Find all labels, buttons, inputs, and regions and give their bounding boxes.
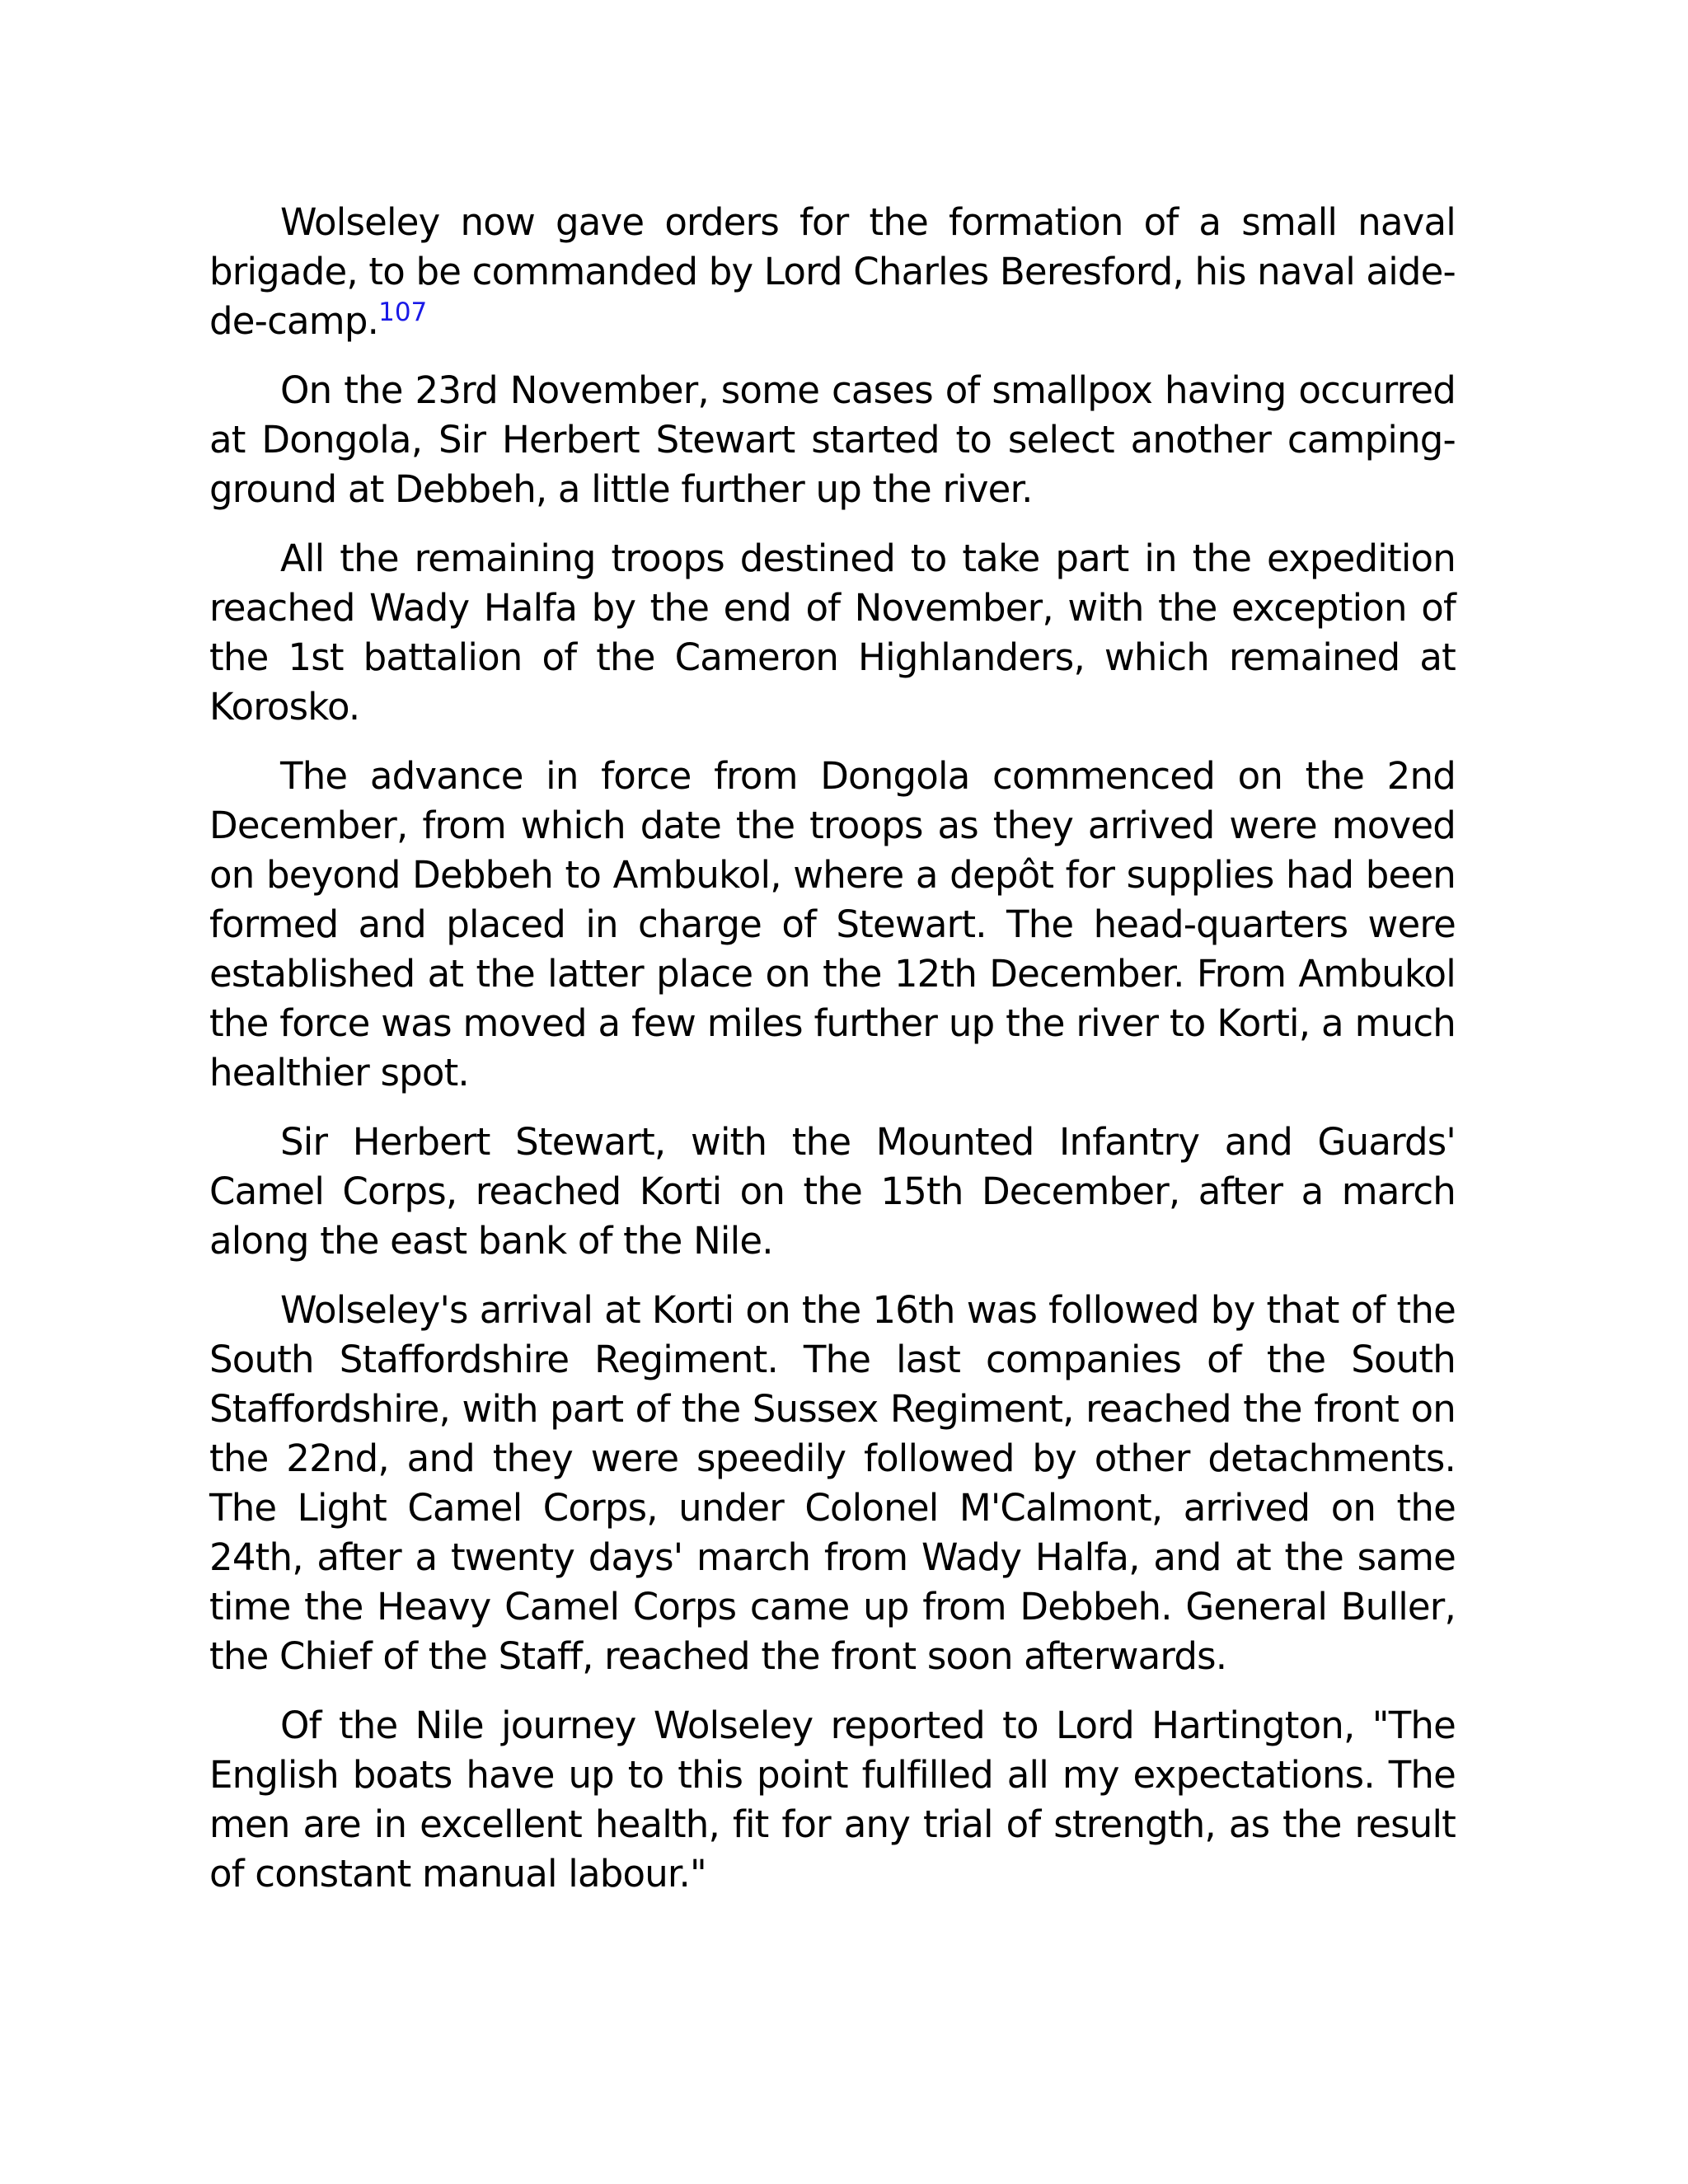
paragraph-advance-from-dongola: [209, 752, 1456, 1098]
paragraph-text: Sir Herbert Stewart, with the Mounted Infantry and Guards' Camel Corps, reached Korti on the 15th December, after a march along the east bank of the Nile.: [209, 1120, 1456, 1263]
paragraph-stewart-reaches-korti: [209, 1118, 1456, 1266]
paragraph-nile-journey-report: [209, 1701, 1456, 1899]
paragraph-smallpox: [209, 366, 1456, 514]
paragraph-wolseley-arrival: [209, 1286, 1456, 1681]
paragraph-text: On the 23rd November, some cases of smallpox having occurred at Dongola, Sir Herbert Stewart started to select another camping-ground at Debbeh, a little further up the river.: [209, 368, 1456, 511]
paragraph-text: The advance in force from Dongola commenced on the 2nd December, from which date the troops as they arrived were moved on beyond Debbeh to Ambukol, where a depôt for supplies had been formed and placed in charge of Stewart. The head-quarters were established at the latter place on the 12th December. From Ambukol the force was moved a few miles further up the river to Korti, a much healthier spot.: [209, 754, 1456, 1094]
paragraph-text: Wolseley now gave orders for the formation of a small naval brigade, to be commanded by Lord Charles Beresford, his naval aide-de-camp.: [209, 200, 1456, 343]
paragraph-naval-brigade: [209, 198, 1456, 346]
footnote-link-107[interactable]: 107: [378, 298, 428, 327]
page-body: [209, 198, 1456, 1919]
paragraph-text: Wolseley's arrival at Korti on the 16th was followed by that of the South Staffordshire Regiment. The last companies of the South Staffordshire, with part of the Sussex Regiment, reached the front on the 22nd, and they were speedily followed by other detachments. The Light Camel Corps, under Colonel M'Calmont, arrived on the 24th, after a twenty days' march from Wady Halfa, and at the same time the Heavy Camel Corps came up from Debbeh. General Buller, the Chief of the Staff, reached the front soon afterwards.: [209, 1288, 1456, 1678]
paragraph-troops-wady-halfa: [209, 534, 1456, 732]
paragraph-text: Of the Nile journey Wolseley reported to Lord Hartington, "The English boats have up to this point fulfilled all my expectations. The men are in excellent health, fit for any trial of strength, as the result of constant manual labour.": [209, 1704, 1456, 1896]
paragraph-text: All the remaining troops destined to take part in the expedition reached Wady Halfa by the end of November, with the exception of the 1st battalion of the Cameron Highlanders, which remained at Korosko.: [209, 537, 1456, 729]
